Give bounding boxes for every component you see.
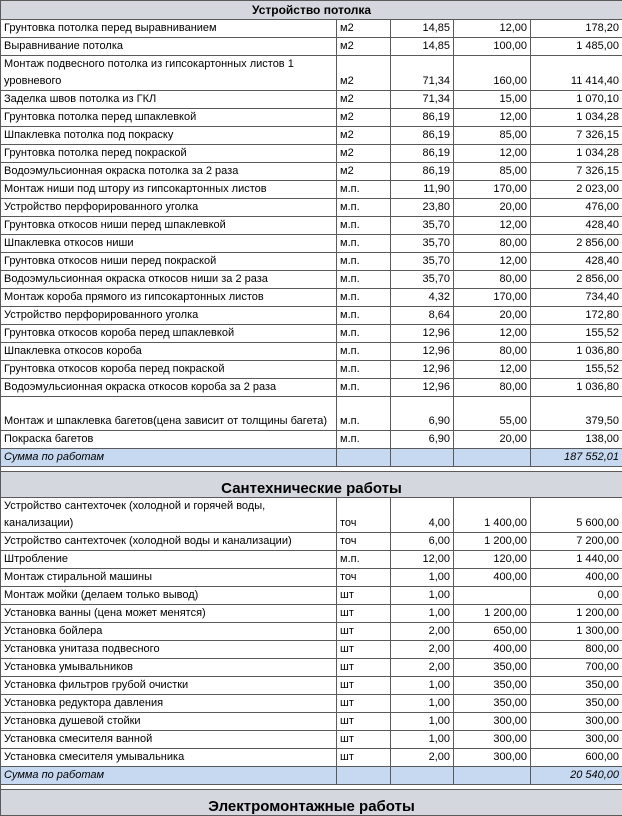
table-row bbox=[1, 641, 622, 659]
work-name-cell[interactable]: Монтаж стиральной машины bbox=[1, 569, 337, 587]
unit-cell[interactable]: шт bbox=[337, 659, 391, 677]
total-cell[interactable]: 1 300,00 bbox=[531, 623, 622, 641]
price-cell[interactable]: 12,00 bbox=[454, 217, 531, 235]
total-cell[interactable]: 1 034,28 bbox=[531, 145, 622, 163]
work-name-cell[interactable]: Устройство сантехточек (холодной воды и канализации) bbox=[1, 533, 337, 551]
table-row bbox=[1, 397, 622, 431]
work-name-cell[interactable]: Покраска багетов bbox=[1, 431, 337, 449]
unit-cell[interactable]: шт bbox=[337, 677, 391, 695]
price-cell[interactable]: 170,00 bbox=[454, 289, 531, 307]
table-row bbox=[1, 587, 622, 605]
price-cell[interactable]: 650,00 bbox=[454, 623, 531, 641]
quantity-cell[interactable]: 1,00 bbox=[391, 569, 454, 587]
work-name-cell[interactable]: Грунтовка откосов короба перед шпаклевкой bbox=[1, 325, 337, 343]
table-row bbox=[1, 199, 622, 217]
unit-cell[interactable]: шт bbox=[337, 749, 391, 767]
total-cell[interactable]: 138,00 bbox=[531, 431, 622, 449]
table-row bbox=[1, 677, 622, 695]
sum-empty-cell[interactable] bbox=[391, 767, 454, 785]
price-cell[interactable]: 12,00 bbox=[454, 109, 531, 127]
unit-cell[interactable]: м.п. bbox=[337, 271, 391, 289]
table-row bbox=[1, 659, 622, 677]
section-title[interactable]: Устройство потолка bbox=[1, 1, 622, 20]
quantity-cell[interactable]: 71,34 bbox=[391, 91, 454, 109]
quantity-cell[interactable]: 86,19 bbox=[391, 145, 454, 163]
table-row bbox=[1, 109, 622, 127]
total-cell[interactable]: 700,00 bbox=[531, 659, 622, 677]
unit-cell[interactable]: точ bbox=[337, 533, 391, 551]
estimate-table-body bbox=[1, 1, 622, 816]
work-name-cell[interactable]: Шпаклевка потолка под покраску bbox=[1, 127, 337, 145]
work-name-cell[interactable]: Шпаклевка откосов ниши bbox=[1, 235, 337, 253]
quantity-cell[interactable]: 6,00 bbox=[391, 533, 454, 551]
table-row bbox=[1, 289, 622, 307]
total-cell[interactable]: 7 326,15 bbox=[531, 127, 622, 145]
table-row bbox=[1, 623, 622, 641]
price-cell[interactable]: 12,00 bbox=[454, 361, 531, 379]
price-cell[interactable]: 1 200,00 bbox=[454, 605, 531, 623]
quantity-cell[interactable]: 35,70 bbox=[391, 235, 454, 253]
work-name-cell[interactable]: Монтаж подвесного потолка из гипсокартонных листов 1 уровневого bbox=[1, 56, 337, 91]
work-name-cell[interactable]: Установка ванны (цена может менятся) bbox=[1, 605, 337, 623]
quantity-cell[interactable]: 12,00 bbox=[391, 551, 454, 569]
unit-cell[interactable]: м2 bbox=[337, 56, 391, 91]
quantity-cell[interactable]: 86,19 bbox=[391, 163, 454, 181]
sum-empty-cell[interactable] bbox=[337, 767, 391, 785]
section-header bbox=[1, 472, 622, 498]
table-row bbox=[1, 731, 622, 749]
work-name-cell[interactable]: Монтаж короба прямого из гипсокартонных листов bbox=[1, 289, 337, 307]
table-row bbox=[1, 20, 622, 38]
work-name-cell[interactable]: Устройство перфорированного уголка bbox=[1, 199, 337, 217]
total-cell[interactable]: 379,50 bbox=[531, 397, 622, 431]
work-name-cell[interactable]: Устройство сантехточек (холодной и горячей воды, канализации) bbox=[1, 498, 337, 533]
unit-cell[interactable]: м2 bbox=[337, 38, 391, 56]
sum-value-cell[interactable]: 187 552,01 bbox=[531, 449, 622, 467]
price-cell[interactable]: 80,00 bbox=[454, 235, 531, 253]
table-row bbox=[1, 217, 622, 235]
work-name-cell[interactable]: Установка смесителя умывальника bbox=[1, 749, 337, 767]
total-cell[interactable]: 476,00 bbox=[531, 199, 622, 217]
unit-cell[interactable]: м.п. bbox=[337, 181, 391, 199]
price-cell[interactable]: 120,00 bbox=[454, 551, 531, 569]
table-row bbox=[1, 145, 622, 163]
total-cell[interactable]: 300,00 bbox=[531, 731, 622, 749]
unit-cell[interactable]: м2 bbox=[337, 127, 391, 145]
price-cell[interactable]: 400,00 bbox=[454, 641, 531, 659]
total-cell[interactable]: 350,00 bbox=[531, 677, 622, 695]
unit-cell[interactable]: шт bbox=[337, 587, 391, 605]
price-cell[interactable]: 350,00 bbox=[454, 695, 531, 713]
price-cell[interactable]: 20,00 bbox=[454, 199, 531, 217]
sum-empty-cell[interactable] bbox=[337, 449, 391, 467]
total-cell[interactable]: 7 326,15 bbox=[531, 163, 622, 181]
quantity-cell[interactable]: 2,00 bbox=[391, 641, 454, 659]
work-name-cell[interactable]: Заделка швов потолка из ГКЛ bbox=[1, 91, 337, 109]
quantity-cell[interactable]: 35,70 bbox=[391, 217, 454, 235]
total-cell[interactable]: 400,00 bbox=[531, 569, 622, 587]
table-row bbox=[1, 569, 622, 587]
unit-cell[interactable]: шт bbox=[337, 605, 391, 623]
unit-cell[interactable]: м.п. bbox=[337, 343, 391, 361]
unit-cell[interactable]: м.п. bbox=[337, 217, 391, 235]
total-cell[interactable]: 734,40 bbox=[531, 289, 622, 307]
section-header bbox=[1, 1, 622, 20]
quantity-cell[interactable]: 4,32 bbox=[391, 289, 454, 307]
total-cell[interactable]: 1 036,80 bbox=[531, 379, 622, 397]
total-cell[interactable]: 600,00 bbox=[531, 749, 622, 767]
total-cell[interactable]: 2 856,00 bbox=[531, 271, 622, 289]
sum-row bbox=[1, 767, 622, 785]
work-name-cell[interactable]: Устройство перфорированного уголка bbox=[1, 307, 337, 325]
quantity-cell[interactable]: 6,90 bbox=[391, 397, 454, 431]
table-row bbox=[1, 235, 622, 253]
price-cell[interactable]: 80,00 bbox=[454, 271, 531, 289]
total-cell[interactable]: 428,40 bbox=[531, 217, 622, 235]
price-cell[interactable]: 1 200,00 bbox=[454, 533, 531, 551]
total-cell[interactable]: 1 440,00 bbox=[531, 551, 622, 569]
table-row bbox=[1, 56, 622, 91]
work-name-cell[interactable]: Водоэмульсионная окраска откосов ниши за 2 раза bbox=[1, 271, 337, 289]
table-row bbox=[1, 163, 622, 181]
table-row bbox=[1, 749, 622, 767]
work-name-cell[interactable]: Грунтовка потолка перед выравниванием bbox=[1, 20, 337, 38]
sum-empty-cell[interactable] bbox=[391, 449, 454, 467]
total-cell[interactable]: 2 023,00 bbox=[531, 181, 622, 199]
work-name-cell[interactable]: Установка фильтров грубой очистки bbox=[1, 677, 337, 695]
total-cell[interactable]: 428,40 bbox=[531, 253, 622, 271]
price-cell[interactable] bbox=[454, 587, 531, 605]
price-cell[interactable]: 85,00 bbox=[454, 127, 531, 145]
price-cell[interactable]: 100,00 bbox=[454, 38, 531, 56]
quantity-cell[interactable]: 1,00 bbox=[391, 731, 454, 749]
work-name-cell[interactable]: Шпаклевка откосов короба bbox=[1, 343, 337, 361]
work-name-cell[interactable]: Грунтовка откосов ниши перед покраской bbox=[1, 253, 337, 271]
total-cell[interactable]: 0,00 bbox=[531, 587, 622, 605]
unit-cell[interactable]: шт bbox=[337, 641, 391, 659]
price-cell[interactable]: 12,00 bbox=[454, 145, 531, 163]
quantity-cell[interactable]: 1,00 bbox=[391, 605, 454, 623]
table-row bbox=[1, 431, 622, 449]
quantity-cell[interactable]: 35,70 bbox=[391, 253, 454, 271]
work-name-cell[interactable]: Грунтовка потолка перед покраской bbox=[1, 145, 337, 163]
price-cell[interactable]: 1 400,00 bbox=[454, 498, 531, 533]
total-cell[interactable]: 155,52 bbox=[531, 325, 622, 343]
total-cell[interactable]: 178,20 bbox=[531, 20, 622, 38]
quantity-cell[interactable]: 12,96 bbox=[391, 379, 454, 397]
quantity-cell[interactable]: 23,80 bbox=[391, 199, 454, 217]
table-row bbox=[1, 307, 622, 325]
table-row bbox=[1, 343, 622, 361]
price-cell[interactable]: 300,00 bbox=[454, 731, 531, 749]
unit-cell[interactable]: м.п. bbox=[337, 235, 391, 253]
work-name-cell[interactable]: Установка бойлера bbox=[1, 623, 337, 641]
quantity-cell[interactable]: 2,00 bbox=[391, 659, 454, 677]
price-cell[interactable]: 80,00 bbox=[454, 343, 531, 361]
unit-cell[interactable]: м.п. bbox=[337, 379, 391, 397]
unit-cell[interactable]: точ bbox=[337, 569, 391, 587]
work-name-cell[interactable]: Монтаж ниши под штору из гипсокартонных листов bbox=[1, 181, 337, 199]
total-cell[interactable]: 11 414,40 bbox=[531, 56, 622, 91]
price-cell[interactable]: 80,00 bbox=[454, 379, 531, 397]
total-cell[interactable]: 155,52 bbox=[531, 361, 622, 379]
price-cell[interactable]: 85,00 bbox=[454, 163, 531, 181]
table-row bbox=[1, 498, 622, 533]
work-name-cell[interactable]: Выравнивание потолка bbox=[1, 38, 337, 56]
sum-label-cell[interactable]: Сумма по работам bbox=[1, 449, 337, 467]
quantity-cell[interactable]: 71,34 bbox=[391, 56, 454, 91]
table-row bbox=[1, 695, 622, 713]
work-name-cell[interactable]: Монтаж мойки (делаем только вывод) bbox=[1, 587, 337, 605]
unit-cell[interactable]: м2 bbox=[337, 163, 391, 181]
unit-cell[interactable]: м.п. bbox=[337, 253, 391, 271]
price-cell[interactable]: 55,00 bbox=[454, 397, 531, 431]
total-cell[interactable]: 1 200,00 bbox=[531, 605, 622, 623]
unit-cell[interactable]: шт bbox=[337, 623, 391, 641]
quantity-cell[interactable]: 1,00 bbox=[391, 587, 454, 605]
sum-value-cell[interactable]: 20 540,00 bbox=[531, 767, 622, 785]
total-cell[interactable]: 2 856,00 bbox=[531, 235, 622, 253]
price-cell[interactable]: 20,00 bbox=[454, 307, 531, 325]
unit-cell[interactable]: м2 bbox=[337, 91, 391, 109]
quantity-cell[interactable]: 1,00 bbox=[391, 677, 454, 695]
sum-label-cell[interactable]: Сумма по работам bbox=[1, 767, 337, 785]
unit-cell[interactable]: м.п. bbox=[337, 397, 391, 431]
price-cell[interactable]: 12,00 bbox=[454, 20, 531, 38]
quantity-cell[interactable]: 1,00 bbox=[391, 695, 454, 713]
total-cell[interactable]: 300,00 bbox=[531, 713, 622, 731]
section-title[interactable]: Электромонтажные работы bbox=[1, 790, 622, 816]
price-cell[interactable]: 20,00 bbox=[454, 431, 531, 449]
price-cell[interactable]: 350,00 bbox=[454, 677, 531, 695]
unit-cell[interactable]: м2 bbox=[337, 145, 391, 163]
sum-empty-cell[interactable] bbox=[454, 767, 531, 785]
quantity-cell[interactable]: 12,96 bbox=[391, 361, 454, 379]
unit-cell[interactable]: м.п. bbox=[337, 199, 391, 217]
total-cell[interactable]: 5 600,00 bbox=[531, 498, 622, 533]
unit-cell[interactable]: шт bbox=[337, 713, 391, 731]
table-row bbox=[1, 361, 622, 379]
section-header bbox=[1, 790, 622, 816]
total-cell[interactable]: 350,00 bbox=[531, 695, 622, 713]
price-cell[interactable]: 400,00 bbox=[454, 569, 531, 587]
table-row bbox=[1, 551, 622, 569]
quantity-cell[interactable]: 8,64 bbox=[391, 307, 454, 325]
unit-cell[interactable]: шт bbox=[337, 695, 391, 713]
work-name-cell[interactable]: Установка смесителя ванной bbox=[1, 731, 337, 749]
work-name-cell[interactable]: Установка редуктора давления bbox=[1, 695, 337, 713]
price-cell[interactable]: 300,00 bbox=[454, 749, 531, 767]
unit-cell[interactable]: м.п. bbox=[337, 289, 391, 307]
total-cell[interactable]: 1 036,80 bbox=[531, 343, 622, 361]
quantity-cell[interactable]: 35,70 bbox=[391, 271, 454, 289]
unit-cell[interactable]: м.п. bbox=[337, 551, 391, 569]
unit-cell[interactable]: точ bbox=[337, 498, 391, 533]
price-cell[interactable]: 15,00 bbox=[454, 91, 531, 109]
work-name-cell[interactable]: Штробление bbox=[1, 551, 337, 569]
work-name-cell[interactable]: Грунтовка откосов ниши перед шпаклевкой bbox=[1, 217, 337, 235]
price-cell[interactable]: 12,00 bbox=[454, 325, 531, 343]
price-cell[interactable]: 160,00 bbox=[454, 56, 531, 91]
work-name-cell[interactable]: Грунтовка откосов короба перед покраской bbox=[1, 361, 337, 379]
work-name-cell[interactable]: Водоэмульсионная окраска потолка за 2 раза bbox=[1, 163, 337, 181]
unit-cell[interactable]: м.п. bbox=[337, 431, 391, 449]
work-name-cell[interactable]: Установка унитаза подвесного bbox=[1, 641, 337, 659]
total-cell[interactable]: 1 070,10 bbox=[531, 91, 622, 109]
unit-cell[interactable]: шт bbox=[337, 731, 391, 749]
total-cell[interactable]: 1 034,28 bbox=[531, 109, 622, 127]
quantity-cell[interactable]: 14,85 bbox=[391, 38, 454, 56]
quantity-cell[interactable]: 86,19 bbox=[391, 109, 454, 127]
work-name-cell[interactable]: Монтаж и шпаклевка багетов(цена зависит от толщины багета) bbox=[1, 397, 337, 431]
table-row bbox=[1, 253, 622, 271]
table-row bbox=[1, 38, 622, 56]
quantity-cell[interactable]: 12,96 bbox=[391, 325, 454, 343]
price-cell[interactable]: 12,00 bbox=[454, 253, 531, 271]
total-cell[interactable]: 800,00 bbox=[531, 641, 622, 659]
table-row bbox=[1, 325, 622, 343]
table-row bbox=[1, 181, 622, 199]
unit-cell[interactable]: м.п. bbox=[337, 361, 391, 379]
unit-cell[interactable]: м.п. bbox=[337, 325, 391, 343]
total-cell[interactable]: 7 200,00 bbox=[531, 533, 622, 551]
unit-cell[interactable]: м.п. bbox=[337, 307, 391, 325]
work-name-cell[interactable]: Грунтовка потолка перед шпаклевкой bbox=[1, 109, 337, 127]
quantity-cell[interactable]: 2,00 bbox=[391, 749, 454, 767]
sum-empty-cell[interactable] bbox=[454, 449, 531, 467]
table-row bbox=[1, 533, 622, 551]
work-name-cell[interactable]: Установка душевой стойки bbox=[1, 713, 337, 731]
unit-cell[interactable]: м2 bbox=[337, 20, 391, 38]
price-cell[interactable]: 170,00 bbox=[454, 181, 531, 199]
quantity-cell[interactable]: 11,90 bbox=[391, 181, 454, 199]
work-name-cell[interactable]: Установка умывальников bbox=[1, 659, 337, 677]
table-row bbox=[1, 91, 622, 109]
total-cell[interactable]: 1 485,00 bbox=[531, 38, 622, 56]
total-cell[interactable]: 172,80 bbox=[531, 307, 622, 325]
quantity-cell[interactable]: 2,00 bbox=[391, 623, 454, 641]
quantity-cell[interactable]: 1,00 bbox=[391, 713, 454, 731]
table-row bbox=[1, 605, 622, 623]
quantity-cell[interactable]: 12,96 bbox=[391, 343, 454, 361]
quantity-cell[interactable]: 86,19 bbox=[391, 127, 454, 145]
unit-cell[interactable]: м2 bbox=[337, 109, 391, 127]
table-row bbox=[1, 713, 622, 731]
table-row bbox=[1, 379, 622, 397]
quantity-cell[interactable]: 14,85 bbox=[391, 20, 454, 38]
quantity-cell[interactable]: 4,00 bbox=[391, 498, 454, 533]
quantity-cell[interactable]: 6,90 bbox=[391, 431, 454, 449]
price-cell[interactable]: 350,00 bbox=[454, 659, 531, 677]
section-title[interactable]: Сантехнические работы bbox=[1, 472, 622, 498]
sum-row bbox=[1, 449, 622, 467]
table-row bbox=[1, 127, 622, 145]
price-cell[interactable]: 300,00 bbox=[454, 713, 531, 731]
work-name-cell[interactable]: Водоэмульсионная окраска откосов короба за 2 раза bbox=[1, 379, 337, 397]
table-row bbox=[1, 271, 622, 289]
